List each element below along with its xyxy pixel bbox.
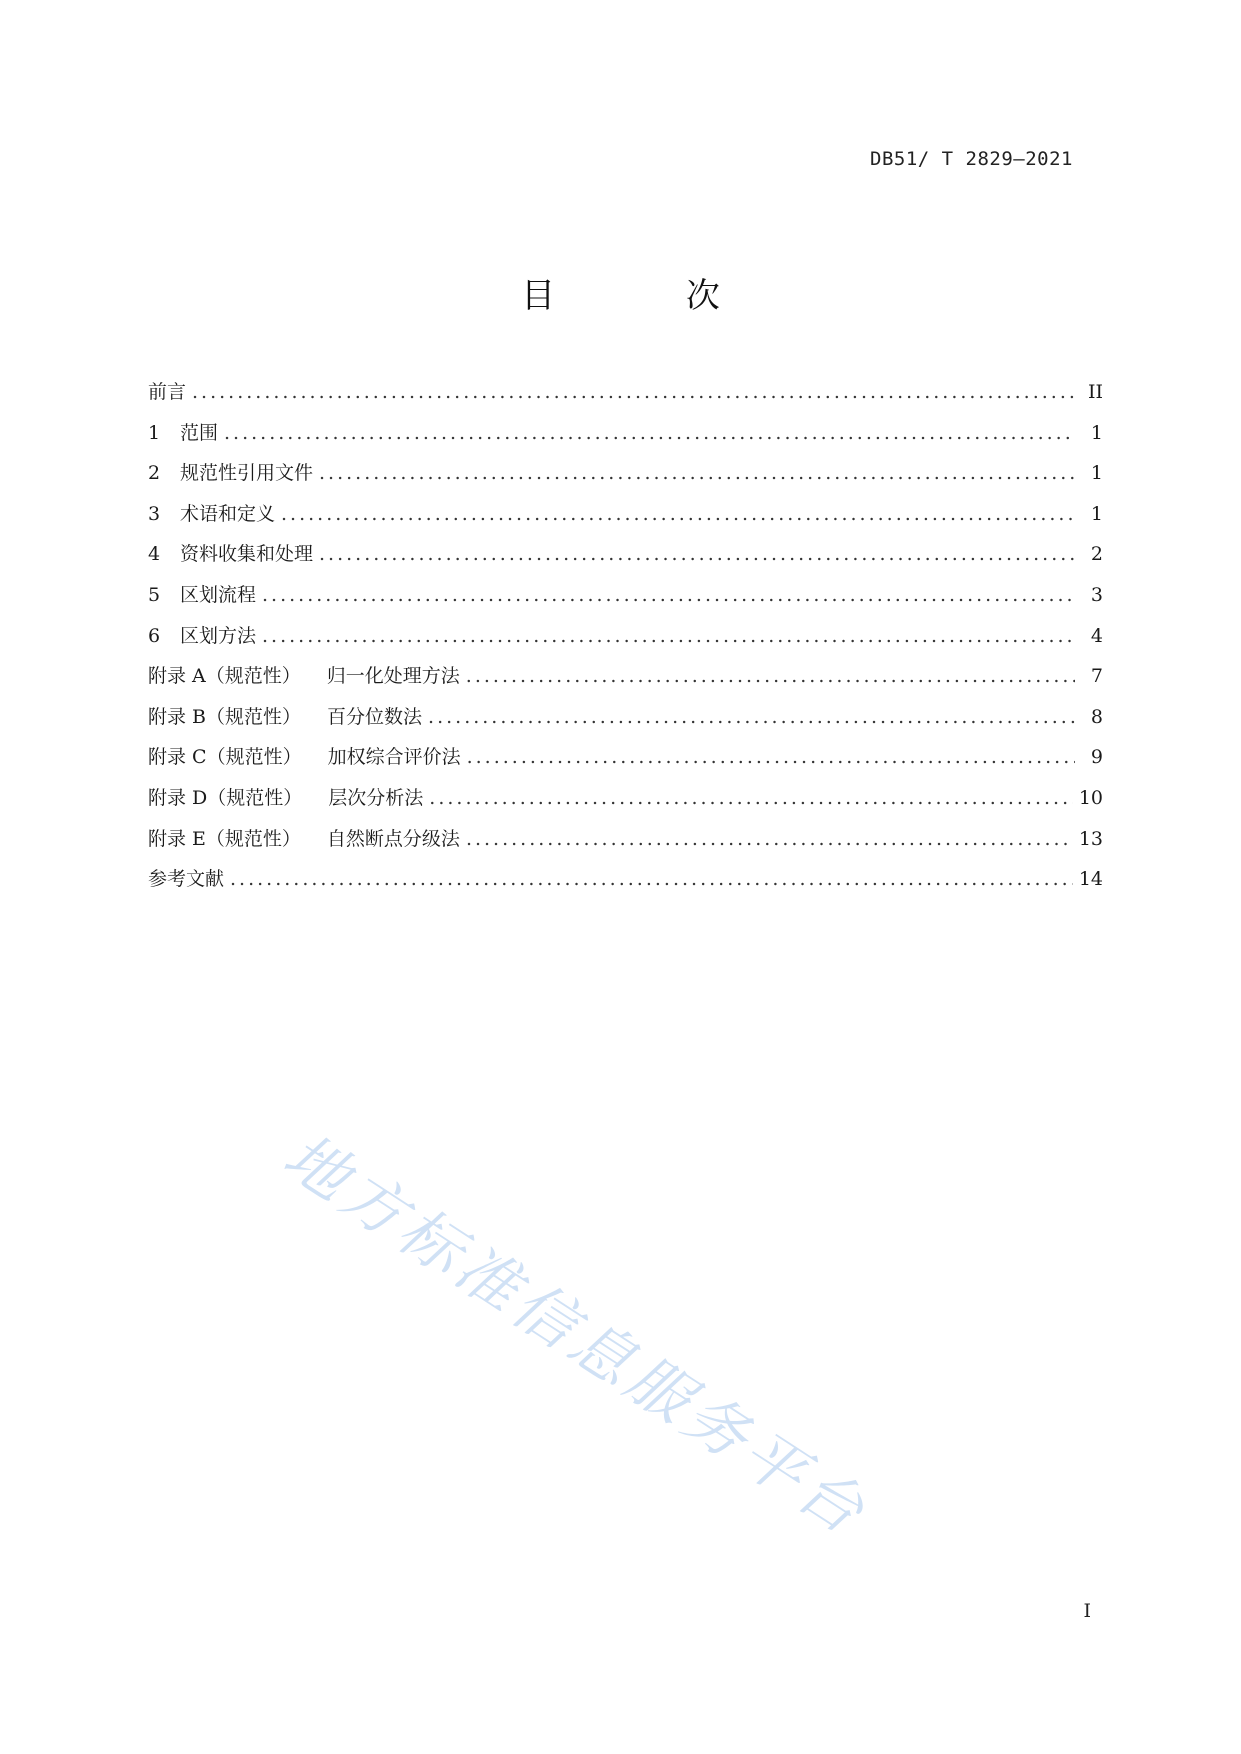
toc-dot-leader [319,534,1075,575]
watermark: 地方标准信息服务平台 [271,1118,882,1551]
toc-entry[interactable] [148,859,1103,900]
toc-entry-title: 范围 [180,421,219,444]
toc-entry[interactable] [148,453,1103,494]
toc-dot-leader [429,778,1073,819]
toc-entry-title: 资料收集和处理 [180,543,314,566]
toc-entry-number: 4 [148,543,161,566]
toc-entry-label [148,737,461,778]
toc-entry[interactable] [148,534,1103,575]
toc-dot-leader [466,656,1075,697]
toc-entry-title: 参考文献 [148,868,225,891]
toc-entry[interactable] [148,697,1103,738]
toc-dot-leader [230,859,1073,900]
toc-entry-page: 9 [1090,746,1103,769]
toc-entry-page: 14 [1078,868,1103,891]
toc-entry-number: 2 [148,462,161,485]
toc-entry-label [148,494,275,535]
toc-entry-page: II [1087,381,1103,403]
toc-entry-title: 附录 D（规范性） [148,786,303,809]
toc-entry-title: 前言 [148,381,187,403]
toc-entry-number: 6 [148,624,161,647]
toc-entry-subtitle: 层次分析法 [328,786,424,809]
toc-entry-page: 8 [1090,705,1103,728]
toc-entry-title: 规范性引用文件 [180,462,314,485]
toc-entry-subtitle: 百分位数法 [327,705,423,728]
toc-entry-number: 3 [148,502,161,525]
toc-entry-label [148,575,256,616]
table-of-contents [148,372,1103,900]
toc-entry-page: 2 [1090,543,1103,566]
toc-entry[interactable] [148,656,1103,697]
toc-entry-page: 7 [1090,665,1103,688]
toc-entry-title: 术语和定义 [180,502,276,525]
toc-entry-label [148,778,423,819]
toc-entry-title: 附录 B（规范性） [148,705,302,728]
toc-entry-label [148,859,224,900]
toc-entry-label [148,656,460,697]
toc-entry-page: 1 [1090,502,1103,525]
toc-entry[interactable] [148,372,1103,413]
toc-entry[interactable] [148,778,1103,819]
standard-code: DB51/ T 2829—2021 [870,148,1073,170]
toc-dot-leader [224,413,1075,454]
toc-entry-page: 1 [1090,462,1103,485]
toc-entry-label [148,534,313,575]
page-title: 目 次 [521,276,780,316]
toc-entry-title: 附录 E（规范性） [148,827,301,850]
toc-entry[interactable] [148,616,1103,657]
toc-dot-leader [262,616,1075,657]
page-number: I [1083,1600,1091,1622]
toc-entry-label [148,453,313,494]
toc-entry-number: 1 [148,421,161,444]
toc-entry-title: 附录 C（规范性） [148,746,302,769]
toc-dot-leader [467,737,1075,778]
toc-entry-label [148,819,460,860]
toc-entry-number: 5 [148,583,161,606]
toc-entry-label [148,697,422,738]
toc-dot-leader [281,494,1075,535]
toc-dot-leader [466,819,1073,860]
toc-entry-subtitle: 加权综合评价法 [327,746,461,769]
toc-dot-leader [262,575,1075,616]
toc-entry-page: 1 [1090,421,1103,444]
toc-entry[interactable] [148,737,1103,778]
toc-entry[interactable] [148,413,1103,454]
toc-entry[interactable] [148,819,1103,860]
toc-entry[interactable] [148,494,1103,535]
toc-entry-label [148,616,256,657]
toc-entry-label [148,413,218,454]
toc-dot-leader [319,453,1075,494]
toc-dot-leader [192,372,1075,413]
toc-entry[interactable] [148,575,1103,616]
toc-entry-page: 3 [1090,583,1103,606]
toc-dot-leader [428,697,1075,738]
toc-entry-label [148,372,186,413]
toc-entry-title: 附录 A（规范性） [148,665,301,688]
toc-entry-page: 13 [1078,827,1103,850]
toc-entry-subtitle: 归一化处理方法 [326,665,460,688]
toc-entry-page: 4 [1090,624,1103,647]
toc-entry-title: 区划流程 [180,583,257,606]
toc-entry-subtitle: 自然断点分级法 [326,827,460,850]
toc-entry-title: 区划方法 [180,624,257,647]
toc-entry-page: 10 [1078,786,1103,809]
